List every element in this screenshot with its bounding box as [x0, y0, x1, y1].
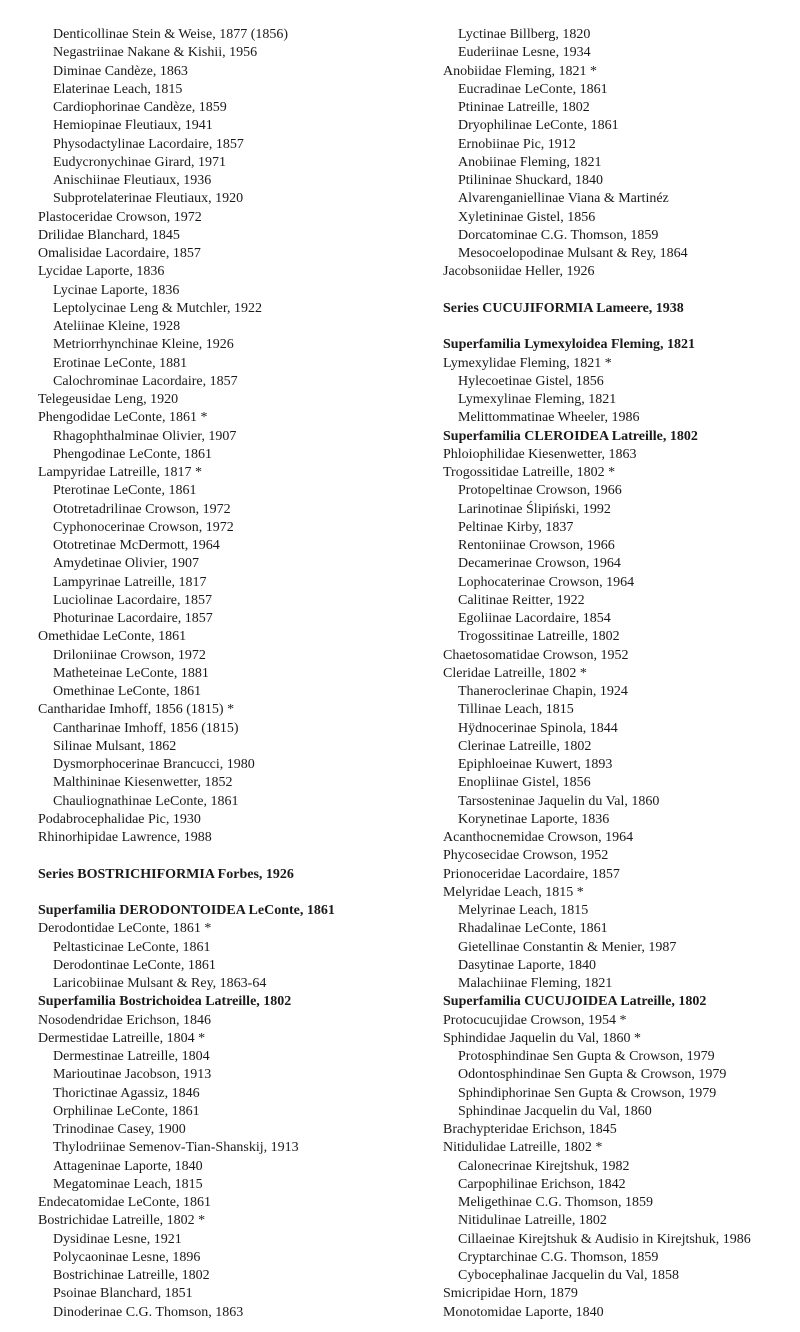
subfamily-entry: Alvarenganiellinae Viana & Martinéz — [458, 191, 669, 207]
subfamily-entry: Ptilininae Shuckard, 1840 — [458, 173, 604, 188]
family-entry: Monotomidae Laporte, 1840 — [443, 1304, 604, 1320]
subfamily-entry: Derodontinae LeConte, 1861 — [53, 957, 216, 973]
subfamily-entry: Diminae Candèze, 1863 — [53, 63, 188, 79]
spacer — [443, 318, 795, 336]
family-entry: Lampyridae Latreille, 1817 * — [38, 465, 203, 480]
subfamily-entry: Negastriinae Nakane & Kishii, 1956 — [53, 45, 258, 61]
subfamily-entry: Eucradinae LeConte, 1861 — [458, 81, 608, 97]
subfamily-entry: Dysidinae Lesne, 1921 — [53, 1231, 182, 1247]
subfamily-entry: Erotinae LeConte, 1881 — [53, 355, 188, 371]
subfamily-entry: Sphindinae Jacquelin du Val, 1860 — [458, 1103, 652, 1119]
subfamily-entry: Melittommatinae Wheeler, 1986 — [458, 410, 640, 426]
subfamily-entry: Odontosphindinae Sen Gupta & Crowson, 1979 — [458, 1067, 727, 1083]
family-entry: Endecatomidae LeConte, 1861 — [38, 1195, 211, 1210]
subfamily-entry: Lophocaterinae Crowson, 1964 — [458, 574, 635, 590]
subfamily-entry: Calonecrinae Kirejtshuk, 1982 — [458, 1158, 630, 1174]
family-entry: Prionoceridae Lacordaire, 1857 — [443, 866, 620, 882]
spacer — [38, 884, 418, 902]
subfamily-entry: Dorcatominae C.G. Thomson, 1859 — [458, 227, 659, 243]
subfamily-entry: Dermestinae Latreille, 1804 — [53, 1049, 210, 1064]
subfamily-entry: Trogossitinae Latreille, 1802 — [458, 629, 620, 645]
subfamily-entry: Thaneroclerinae Chapin, 1924 — [458, 684, 628, 699]
subfamily-entry: Psoinae Blanchard, 1851 — [53, 1286, 193, 1302]
subfamily-entry: Egoliinae Lacordaire, 1854 — [458, 611, 611, 626]
section-heading: Superfamilia DERODONTOIDEA LeConte, 1861 — [38, 903, 335, 918]
family-entry: Phycosecidae Crowson, 1952 — [443, 848, 609, 864]
subfamily-entry: Cardiophorinae Candèze, 1859 — [53, 100, 227, 115]
subfamily-entry: Hÿdnocerinae Spinola, 1844 — [458, 720, 618, 736]
subfamily-entry: Bostrichinae Latreille, 1802 — [53, 1268, 210, 1283]
subfamily-entry: Decamerinae Crowson, 1964 — [458, 556, 621, 572]
subfamily-entry: Tarsosteninae Jaquelin du Val, 1860 — [458, 793, 660, 809]
left-column — [38, 26, 418, 1322]
family-entry: Jacobsoniidae Heller, 1926 — [443, 264, 595, 280]
subfamily-entry: Dryophilinae LeConte, 1861 — [458, 118, 619, 134]
family-entry: Nosodendridae Erichson, 1846 — [38, 1012, 212, 1028]
family-entry: Drilidae Blanchard, 1845 — [38, 227, 180, 243]
family-entry: Dermestidae Latreille, 1804 * — [38, 1030, 206, 1046]
subfamily-entry: Calitinae Reitter, 1922 — [458, 592, 585, 608]
subfamily-entry: Lampyrinae Latreille, 1817 — [53, 574, 207, 590]
family-entry: Plastoceridae Crowson, 1972 — [38, 209, 202, 225]
subfamily-entry: Lyctinae Billberg, 1820 — [458, 27, 591, 42]
section-heading: Series BOSTRICHIFORMIA Forbes, 1926 — [38, 866, 294, 882]
subfamily-entry: Dinoderinae C.G. Thomson, 1863 — [53, 1304, 244, 1320]
section-heading: Superfamilia Bostrichoidea Latreille, 1802 — [38, 994, 292, 1010]
subfamily-entry: Silinae Mulsant, 1862 — [53, 738, 177, 754]
family-entry: Bostrichidae Latreille, 1802 * — [38, 1213, 206, 1229]
subfamily-entry: Metriorrhynchinae Kleine, 1926 — [53, 337, 234, 353]
family-entry: Smicripidae Horn, 1879 — [443, 1286, 578, 1302]
subfamily-entry: Hylecoetinae Gistel, 1856 — [458, 373, 604, 389]
subfamily-entry: Phengodinae LeConte, 1861 — [53, 446, 213, 462]
subfamily-entry: Peltinae Kirby, 1837 — [458, 519, 574, 535]
subfamily-entry: Lycinae Laporte, 1836 — [53, 282, 180, 298]
spacer — [38, 847, 418, 865]
family-entry: Phengodidae LeConte, 1861 * — [38, 410, 208, 426]
subfamily-entry: Ototretadrilinae Crowson, 1972 — [53, 501, 231, 517]
spacer — [443, 282, 795, 300]
family-entry: Anobiidae Fleming, 1821 * — [443, 63, 597, 79]
subfamily-entry: Epiphloeinae Kuwert, 1893 — [458, 757, 613, 772]
subfamily-entry: Lymexylinae Fleming, 1821 — [458, 392, 617, 407]
subfamily-entry: Rhagophthalminae Olivier, 1907 — [53, 428, 237, 444]
subfamily-entry: Subprotelaterinae Fleutiaux, 1920 — [53, 191, 244, 207]
subfamily-entry: Nitidulinae Latreille, 1802 — [458, 1213, 607, 1229]
subfamily-entry: Sphindiphorinae Sen Gupta & Crowson, 1979 — [458, 1085, 717, 1101]
subfamily-entry: Denticollinae Stein & Weise, 1877 (1856) — [53, 27, 289, 42]
section-heading: Superfamilia CLEROIDEA Latreille, 1802 — [443, 428, 698, 444]
subfamily-entry: Trinodinae Casey, 1900 — [53, 1122, 186, 1137]
subfamily-entry: Cyphonocerinae Crowson, 1972 — [53, 519, 234, 535]
subfamily-entry: Luciolinae Lacordaire, 1857 — [53, 592, 212, 608]
family-entry: Omethidae LeConte, 1861 — [38, 629, 187, 645]
subfamily-entry: Dasytinae Laporte, 1840 — [458, 957, 597, 973]
subfamily-entry: Ateliinae Kleine, 1928 — [53, 319, 181, 334]
family-entry: Sphindidae Jaquelin du Val, 1860 * — [443, 1030, 642, 1046]
subfamily-entry: Orphilinae LeConte, 1861 — [53, 1103, 200, 1119]
subfamily-entry: Ptininae Latreille, 1802 — [458, 100, 590, 115]
subfamily-entry: Cillaeinae Kirejtshuk & Audisio in Kirejtshuk, 1986 — [458, 1231, 751, 1247]
subfamily-entry: Matheteinae LeConte, 1881 — [53, 665, 209, 681]
family-entry: Cantharidae Imhoff, 1856 (1815) * — [38, 702, 235, 718]
subfamily-entry: Xyletininae Gistel, 1856 — [458, 209, 596, 225]
subfamily-entry: Gietellinae Constantin & Menier, 1987 — [458, 939, 677, 955]
subfamily-entry: Mesocoelopodinae Mulsant & Rey, 1864 — [458, 246, 688, 261]
family-entry: Protocucujidae Crowson, 1954 * — [443, 1012, 627, 1028]
subfamily-entry: Cryptarchinae C.G. Thomson, 1859 — [458, 1249, 659, 1265]
subfamily-entry: Cantharinae Imhoff, 1856 (1815) — [53, 720, 239, 736]
subfamily-entry: Amydetinae Olivier, 1907 — [53, 556, 200, 572]
subfamily-entry: Carpophilinae Erichson, 1842 — [458, 1176, 626, 1192]
family-entry: Brachypteridae Erichson, 1845 — [443, 1122, 617, 1137]
subfamily-entry: Tillinae Leach, 1815 — [458, 702, 574, 718]
subfamily-entry: Euderiinae Lesne, 1934 — [458, 45, 591, 61]
subfamily-entry: Thorictinae Agassiz, 1846 — [53, 1085, 200, 1101]
family-entry: Lymexylidae Fleming, 1821 * — [443, 355, 612, 371]
family-entry: Telegeusidae Leng, 1920 — [38, 392, 179, 407]
family-entry: Acanthocnemidae Crowson, 1964 — [443, 830, 634, 845]
subfamily-entry: Korynetinae Laporte, 1836 — [458, 811, 610, 827]
subfamily-entry: Malthininae Kiesenwetter, 1852 — [53, 775, 233, 791]
subfamily-entry: Anobiinae Fleming, 1821 — [458, 154, 602, 170]
family-entry: Omalisidae Lacordaire, 1857 — [38, 246, 201, 261]
subfamily-entry: Leptolycinae Leng & Mutchler, 1922 — [53, 300, 262, 316]
subfamily-entry: Laricobiinae Mulsant & Rey, 1863-64 — [53, 976, 267, 991]
subfamily-entry: Eudycronychinae Girard, 1971 — [53, 154, 226, 170]
family-entry: Cleridae Latreille, 1802 * — [443, 665, 587, 681]
subfamily-entry: Anischiinae Fleutiaux, 1936 — [53, 173, 212, 188]
family-entry: Nitidulidae Latreille, 1802 * — [443, 1140, 603, 1156]
subfamily-entry: Clerinae Latreille, 1802 — [458, 738, 592, 754]
subfamily-entry: Meligethinae C.G. Thomson, 1859 — [458, 1195, 653, 1210]
subfamily-entry: Driloniinae Crowson, 1972 — [53, 647, 206, 663]
subfamily-entry: Melyrinae Leach, 1815 — [458, 903, 589, 918]
subfamily-entry: Physodactylinae Lacordaire, 1857 — [53, 136, 244, 152]
family-entry: Podabrocephalidae Pic, 1930 — [38, 811, 201, 827]
subfamily-entry: Marioutinae Jacobson, 1913 — [53, 1067, 212, 1083]
subfamily-entry: Enopliinae Gistel, 1856 — [458, 775, 591, 791]
subfamily-entry: Attageninae Laporte, 1840 — [53, 1158, 203, 1174]
family-entry: Lycidae Laporte, 1836 — [38, 264, 165, 280]
subfamily-entry: Elaterinae Leach, 1815 — [53, 81, 183, 97]
subfamily-entry: Calochrominae Lacordaire, 1857 — [53, 373, 238, 389]
subfamily-entry: Photurinae Lacordaire, 1857 — [53, 611, 213, 626]
subfamily-entry: Rhadalinae LeConte, 1861 — [458, 921, 608, 937]
subfamily-entry: Chauliognathinae LeConte, 1861 — [53, 793, 239, 809]
section-heading: Superfamilia CUCUJOIDEA Latreille, 1802 — [443, 994, 707, 1010]
family-entry: Rhinorhipidae Lawrence, 1988 — [38, 830, 212, 845]
subfamily-entry: Hemiopinae Fleutiaux, 1941 — [53, 118, 213, 134]
family-entry: Trogossitidae Latreille, 1802 * — [443, 465, 616, 480]
family-entry: Phloiophilidae Kiesenwetter, 1863 — [443, 446, 637, 462]
subfamily-entry: Protosphindinae Sen Gupta & Crowson, 1979 — [458, 1049, 715, 1064]
subfamily-entry: Dysmorphocerinae Brancucci, 1980 — [53, 757, 255, 772]
subfamily-entry: Rentoniinae Crowson, 1966 — [458, 538, 615, 553]
family-entry: Derodontidae LeConte, 1861 * — [38, 921, 212, 937]
subfamily-entry: Ernobiinae Pic, 1912 — [458, 136, 576, 152]
subfamily-entry: Protopeltinae Crowson, 1966 — [458, 483, 622, 499]
subfamily-entry: Thylodriinae Semenov-Tian-Shanskij, 1913 — [53, 1140, 299, 1156]
family-entry: Chaetosomatidae Crowson, 1952 — [443, 647, 629, 663]
subfamily-entry: Malachiinae Fleming, 1821 — [458, 976, 613, 991]
subfamily-entry: Larinotinae Ślipiński, 1992 — [458, 501, 611, 517]
subfamily-entry: Peltasticinae LeConte, 1861 — [53, 939, 211, 955]
subfamily-entry: Pterotinae LeConte, 1861 — [53, 483, 197, 499]
subfamily-entry: Omethinae LeConte, 1861 — [53, 684, 202, 699]
right-column — [443, 26, 795, 1322]
subfamily-entry: Cybocephalinae Jacquelin du Val, 1858 — [458, 1268, 679, 1283]
subfamily-entry: Polycaoninae Lesne, 1896 — [53, 1249, 201, 1265]
subfamily-entry: Megatominae Leach, 1815 — [53, 1176, 203, 1192]
subfamily-entry: Ototretinae McDermott, 1964 — [53, 538, 220, 553]
family-entry: Melyridae Leach, 1815 * — [443, 884, 584, 900]
section-heading: Superfamilia Lymexyloidea Fleming, 1821 — [443, 337, 695, 353]
section-heading: Series CUCUJIFORMIA Lameere, 1938 — [443, 300, 684, 316]
